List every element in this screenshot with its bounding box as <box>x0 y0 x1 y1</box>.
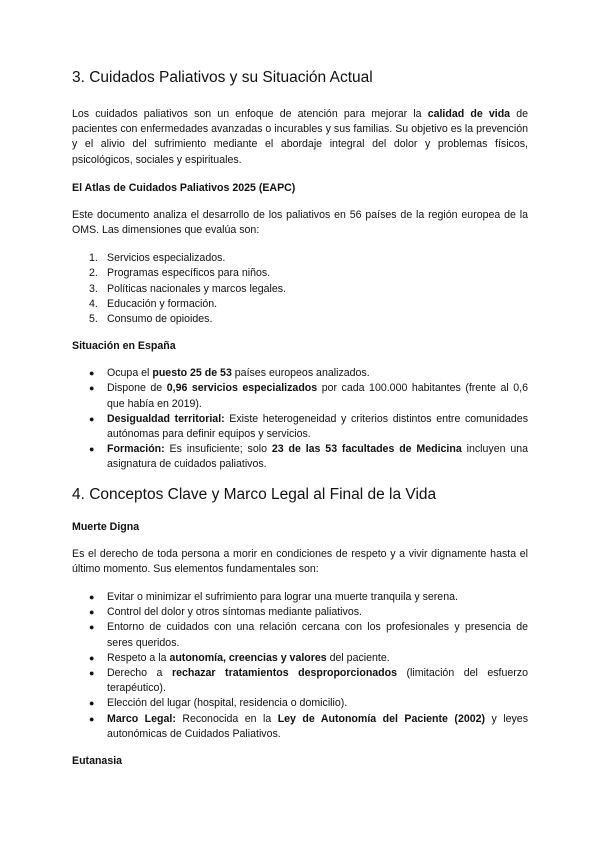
list-item: ● Marco Legal: Reconocida en la Ley de Autonomía del Paciente (2002) y leyes autonómicas de Cuidados Paliativos. <box>89 712 528 740</box>
list-item: 4. Educación y formación. <box>89 297 218 310</box>
eutanasia-heading: Eutanasia <box>72 755 123 768</box>
list-item: ● Desigualdad territorial: Existe heterogeneidad y criterios distintos entre comunidades autónomas para definir equipos y servicios. <box>89 412 529 441</box>
list-item: 2. Programas específicos para niños. <box>89 267 271 280</box>
dimensions-list <box>72 251 528 327</box>
list-item: 3. Políticas nacionales y marcos legales. <box>89 282 287 295</box>
spain-heading: Situación en España <box>72 340 176 353</box>
palliative-intro-paragraph: Los cuidados paliativos son un enfoque de atención para mejorar la calidad de vida de pacientes con enfermedades avanzadas o incurables y sus familias. Su objetivo es la prevención y el alivio del sufrimiento mediante el abordaje integral del dolor y problemas físicos, psicológicos, sociales y espirituales. <box>72 108 528 166</box>
list-item: 5. Consumo de opioides. <box>89 313 213 326</box>
section-3-heading: 3. Cuidados Paliativos y su Situación Actual <box>72 69 373 86</box>
atlas-paragraph: Este documento analiza el desarrollo de los paliativos en 56 países de la región europea de la OMS. Las dimensiones que evalúa son: <box>72 208 528 237</box>
list-item: ● Elección del lugar (hospital, residencia o domicilio). <box>89 697 348 710</box>
list-item: 1. Servicios especializados. <box>89 252 226 265</box>
list-item: ● Control del dolor y otros síntomas mediante paliativos. <box>89 606 362 619</box>
muerte-digna-paragraph: Es el derecho de toda persona a morir en condiciones de respeto y a vivir dignamente hasta el último momento. Sus elementos fundamentales son: <box>72 547 528 575</box>
muerte-digna-list <box>72 590 528 742</box>
list-item: ● Respeto a la autonomía, creencias y valores del paciente. <box>89 651 390 664</box>
section-4-heading: 4. Conceptos Clave y Marco Legal al Final de la Vida <box>72 485 437 503</box>
list-item: ● Entorno de cuidados con una relación cercana con los profesionales y presencia de seres queridos. <box>89 621 528 649</box>
list-item: ● Dispone de 0,96 servicios especializados por cada 100.000 habitantes (frente al 0,6 que había en 2019). <box>89 382 528 410</box>
document-page <box>72 68 528 781</box>
atlas-heading: El Atlas de Cuidados Paliativos 2025 (EAPC) <box>72 181 296 194</box>
spain-list <box>72 366 528 472</box>
list-item: ● Formación: Es insuficiente; solo 23 de las 53 facultades de Medicina incluyen una asignatura de cuidados paliativos. <box>89 443 529 471</box>
muerte-digna-heading: Muerte Digna <box>72 520 140 533</box>
list-item: ● Evitar o minimizar el sufrimiento para lograr una muerte tranquila y serena. <box>89 591 458 604</box>
list-item: ● Derecho a rechazar tratamientos desproporcionados (limitación del esfuerzo terapéutico). <box>89 667 528 695</box>
list-item: ● Ocupa el puesto 25 de 53 países europeos analizados. <box>89 367 370 380</box>
